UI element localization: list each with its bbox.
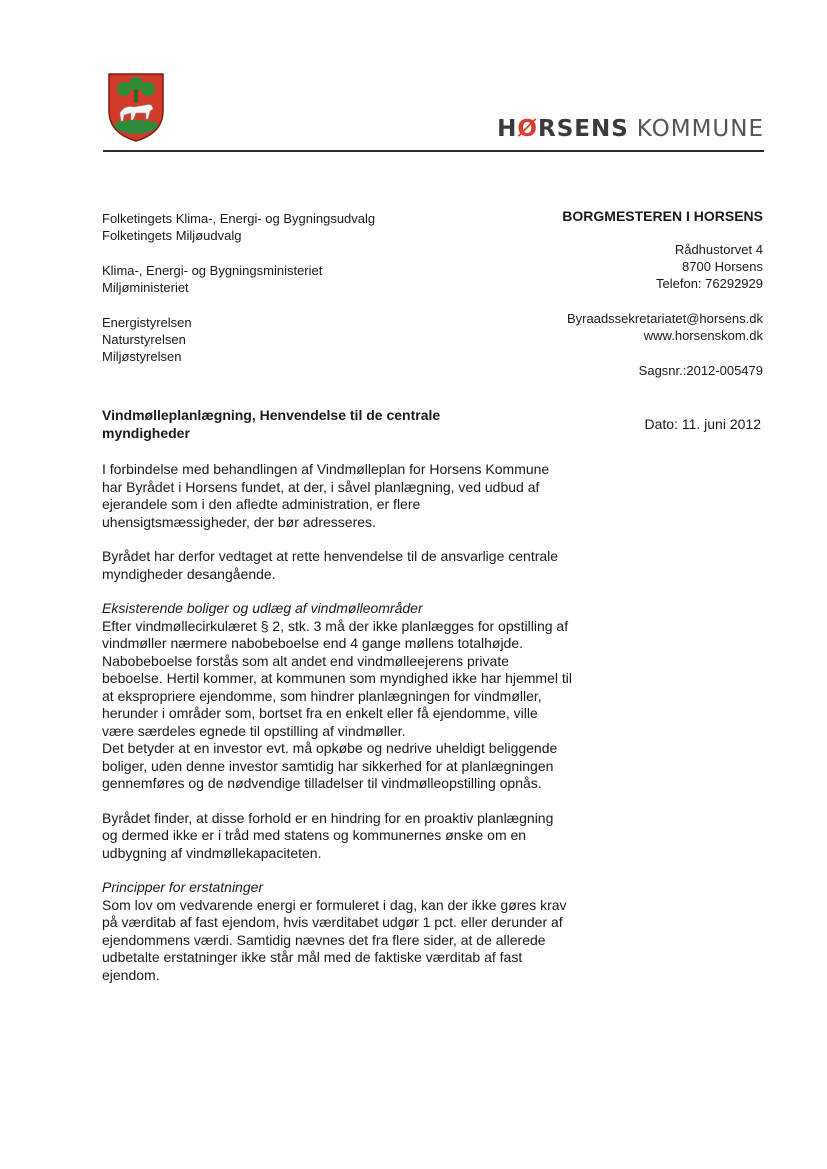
sender-contact bbox=[443, 310, 763, 344]
logo-wordmark bbox=[497, 116, 764, 142]
logo-text-part3: KOMMUNE bbox=[636, 116, 764, 142]
recipient-line: Folketingets Miljøudvalg bbox=[102, 228, 242, 243]
logo-text-accent: Ø bbox=[517, 116, 538, 142]
body-paragraph: I forbindelse med behandlingen af Vindmølleplan for Horsens Kommune har Byrådet i Horsens fundet, at der, i såvel planlægning, ved udbud af ejerandele som i den afledte administration, er flere uhensigtsmæssigheder, der bør adresseres. bbox=[102, 461, 550, 530]
recipient-group bbox=[102, 262, 462, 296]
website-link[interactable]: www.horsenskom.dk bbox=[643, 328, 763, 343]
phone-line: Telefon: 76292929 bbox=[656, 276, 763, 291]
sender-name: BORGMESTEREN I HORSENS bbox=[562, 208, 763, 224]
letter-body bbox=[102, 461, 572, 1001]
recipient-line: Miljøministeriet bbox=[102, 280, 189, 295]
recipient-group bbox=[102, 314, 462, 365]
recipient-line: Naturstyrelsen bbox=[102, 332, 186, 347]
section-heading: Principper for erstatninger bbox=[102, 879, 264, 895]
letter-date: Dato: 11. juni 2012 bbox=[644, 416, 761, 432]
header-divider bbox=[103, 150, 764, 152]
sender-address bbox=[443, 241, 763, 292]
email-link[interactable]: Byraadssekretariatet@horsens.dk bbox=[566, 311, 763, 326]
horsens-crest-icon bbox=[106, 71, 166, 143]
recipient-group bbox=[102, 210, 462, 244]
section-heading: Eksisterende boliger og udlæg af vindmølleområder bbox=[102, 600, 423, 616]
logo-text-part1: H bbox=[497, 116, 518, 142]
logo-text-part2: RSENS bbox=[537, 116, 629, 142]
recipient-line: Klima-, Energi- og Bygningsministeriet bbox=[102, 263, 323, 278]
recipient-line: Folketingets Klima-, Energi- og Bygningsudvalg bbox=[102, 211, 376, 226]
sender-block bbox=[443, 208, 763, 379]
recipient-block bbox=[102, 210, 462, 383]
case-number: Sagsnr.:2012-005479 bbox=[638, 363, 763, 378]
body-paragraph: Byrådet finder, at disse forhold er en hindring for en proaktiv planlægning og dermed ikke er i tråd med statens og kommunernes ønske om en udbygning af vindmøllekapaciteten. bbox=[102, 809, 554, 861]
body-paragraph: Byrådet har derfor vedtaget at rette henvendelse til de ansvarlige centrale myndigheder desangående. bbox=[102, 548, 559, 582]
body-paragraph: Det betyder at en investor evt. må opkøbe og nedrive uheldigt beliggende boliger, uden denne investor samtidig har sikkerhed for at planlægningen gennemføres og de nødvendige tilladelser til vindmølleopstilling opnås. bbox=[102, 740, 558, 791]
address-line: 8700 Horsens bbox=[682, 259, 763, 274]
recipient-line: Energistyrelsen bbox=[102, 315, 192, 330]
body-paragraph: Som lov om vedvarende energi er formuleret i dag, kan der ikke gøres krav på værditab af fast ejendom, hvis værditabet udgør 1 pct. eller derunder af ejendommens værdi. Samtidig nævnes det fra flere sider, at de allerede udbetalte erstatninger ikke står mål med de faktiske værditab af fast ejendom. bbox=[102, 896, 567, 983]
body-paragraph: Efter vindmøllecirkulæret § 2, stk. 3 må der ikke planlægges for opstilling af vindmøller nærmere nabobeboelse end 4 gange møllens totalhøjde. Nabobeboelse forstås som alt andet end vindmølleejerens private beboelse. Hertil kommer, at kommunen som myndighed ikke har hjemmel til at ekspropriere ejendomme, som hindrer planlægningen for vindmøller, herunder i områder som, bortset fra en enkelt eller få ejendomme, ville være særdeles egnede til opstilling af vindmøller. bbox=[102, 617, 572, 739]
address-line: Rådhustorvet 4 bbox=[674, 242, 763, 257]
recipient-line: Miljøstyrelsen bbox=[102, 349, 182, 364]
letter-subject: Vindmølleplanlægning, Henvendelse til de centrale myndigheder bbox=[102, 407, 441, 441]
